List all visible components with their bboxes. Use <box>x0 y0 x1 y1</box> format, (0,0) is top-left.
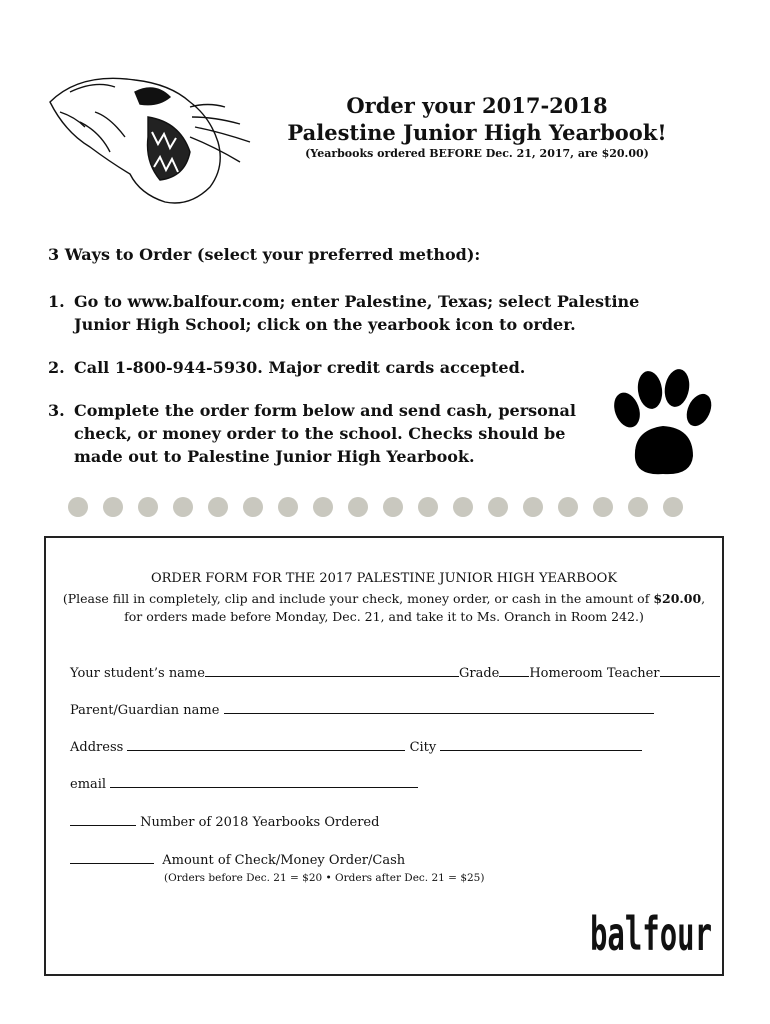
step-text: Complete the order form below and send cash, personal <box>74 401 576 420</box>
step-text: Call 1-800-944-5930. Major credit cards accepted. <box>74 358 526 377</box>
address-label: Address <box>70 740 124 755</box>
parent-name-label: Parent/Guardian name <box>70 703 220 718</box>
email-field[interactable] <box>110 774 418 788</box>
parent-row <box>70 700 654 718</box>
grade-label: Grade <box>458 666 500 681</box>
city-label: City <box>409 740 437 755</box>
number-ordered-label: Number of 2018 Yearbooks Ordered <box>140 815 380 830</box>
student-row <box>70 663 720 681</box>
student-name-label: Your student’s name <box>70 666 205 681</box>
step-text: made out to Palestine Junior High Yearbook. <box>74 447 475 466</box>
step-text: Junior High School; click on the yearbook icon to order. <box>74 315 576 334</box>
email-label: email <box>70 777 107 792</box>
balfour-logo <box>590 898 714 960</box>
number-ordered-field[interactable] <box>70 812 136 826</box>
order-form <box>44 536 724 976</box>
email-row <box>70 774 418 792</box>
step-number: 1. <box>48 292 65 311</box>
step-text: Go to www.balfour.com; enter Palestine, Texas; select Palestine <box>74 292 640 311</box>
form-amount: $20.00 <box>653 591 702 606</box>
city-field[interactable] <box>440 737 642 751</box>
teacher-field[interactable] <box>660 663 720 677</box>
amount-field[interactable] <box>70 850 154 864</box>
form-instructions-text-2: for orders made before Monday, Dec. 21, and take it to Ms. Oranch in Room 242.) <box>124 609 644 624</box>
form-instructions-comma: , <box>701 591 706 606</box>
cougar-head-icon <box>40 62 265 212</box>
amount-label: Amount of Check/Money Order/Cash <box>162 853 406 868</box>
header-title-line2: Palestine Junior High Yearbook! <box>287 120 667 145</box>
address-row <box>70 737 642 755</box>
logo-text: balfour <box>590 907 712 961</box>
step-number: 2. <box>48 358 65 377</box>
number-row <box>70 812 379 830</box>
dot-divider <box>68 495 688 519</box>
step-text: check, or money order to the school. Checks should be <box>74 424 566 443</box>
price-note: (Orders before Dec. 21 = $20 • Orders after Dec. 21 = $25) <box>164 872 485 884</box>
form-title: ORDER FORM FOR THE 2017 PALESTINE JUNIOR HIGH YEARBOOK <box>150 571 618 586</box>
step-number: 3. <box>48 401 65 420</box>
form-instructions-text: (Please fill in completely, clip and include your check, money order, or cash in the amount of <box>62 591 654 606</box>
grade-field[interactable] <box>499 663 529 677</box>
parent-name-field[interactable] <box>224 700 654 714</box>
header-price-note: (Yearbooks ordered BEFORE Dec. 21, 2017, are $20.00) <box>305 147 649 160</box>
ways-title: 3 Ways to Order (select your preferred method): <box>48 245 481 264</box>
amount-row <box>70 850 405 868</box>
form-instructions <box>46 590 722 626</box>
address-field[interactable] <box>127 737 405 751</box>
student-name-field[interactable] <box>205 663 459 677</box>
paw-print-icon <box>605 368 715 483</box>
teacher-label: Homeroom Teacher <box>529 666 660 681</box>
header-title-line1: Order your 2017-2018 <box>346 93 608 118</box>
